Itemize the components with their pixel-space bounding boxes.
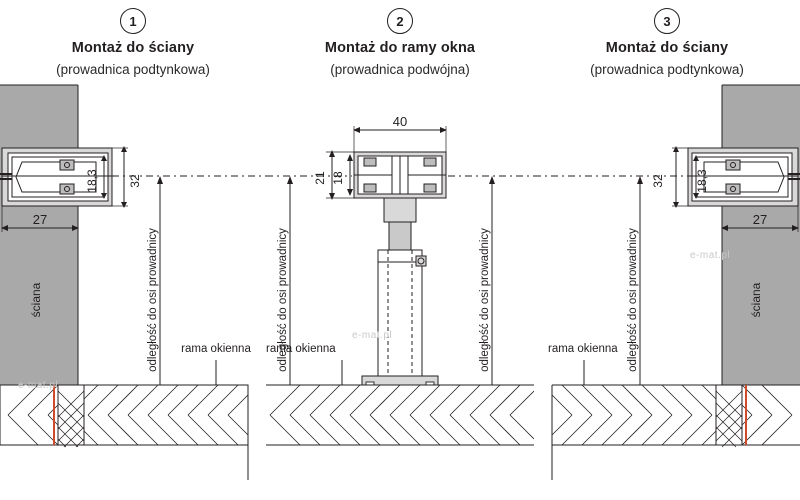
panel-2 (266, 0, 534, 500)
svg-text:18,3: 18,3 (695, 169, 709, 193)
panel-2-drawing (266, 0, 534, 500)
panel-title: Montaż do ściany (71, 40, 195, 56)
svg-text:18,3: 18,3 (85, 169, 99, 193)
panel-title: Montaż do ramy okna (324, 40, 476, 56)
svg-text:18: 18 (331, 171, 345, 185)
panel-number-badge: 1 (120, 8, 146, 34)
svg-text:rama okienna: rama okienna (548, 343, 618, 355)
watermark: e-mat.pl (352, 330, 393, 341)
svg-text:ściana: ściana (29, 282, 43, 318)
svg-text:27: 27 (32, 212, 48, 227)
svg-text:32: 32 (651, 174, 665, 188)
panel-subtitle: (prowadnica podwójna) (330, 62, 470, 77)
svg-text:32: 32 (128, 174, 142, 188)
panel-number-badge: 3 (654, 8, 680, 34)
svg-text:odległość do osi prowadnicy: odległość do osi prowadnicy (277, 228, 289, 372)
svg-text:odległość do osi prowadnicy: odległość do osi prowadnicy (147, 228, 159, 372)
panel-number-badge: 2 (387, 8, 413, 34)
panel-1 (0, 0, 266, 500)
panel-subtitle: (prowadnica podtynkowa) (56, 62, 210, 77)
svg-text:40: 40 (392, 114, 408, 129)
panel-title: Montaż do ściany (605, 40, 729, 56)
watermark: e-mat.pl (18, 380, 59, 391)
svg-text:rama okienna: rama okienna (266, 343, 336, 355)
svg-text:ściana: ściana (749, 282, 763, 318)
panel-3 (534, 0, 800, 500)
svg-text:odległość do osi prowadnicy: odległość do osi prowadnicy (627, 228, 639, 372)
panel-3-drawing (534, 0, 800, 500)
watermark: e-mat.pl (690, 250, 731, 261)
panel-1-drawing (0, 0, 266, 500)
svg-text:odległość do osi prowadnicy: odległość do osi prowadnicy (479, 228, 491, 372)
panel-subtitle: (prowadnica podtynkowa) (590, 62, 744, 77)
svg-text:21: 21 (313, 171, 327, 185)
svg-text:rama okienna: rama okienna (181, 343, 251, 355)
svg-text:27: 27 (752, 212, 768, 227)
